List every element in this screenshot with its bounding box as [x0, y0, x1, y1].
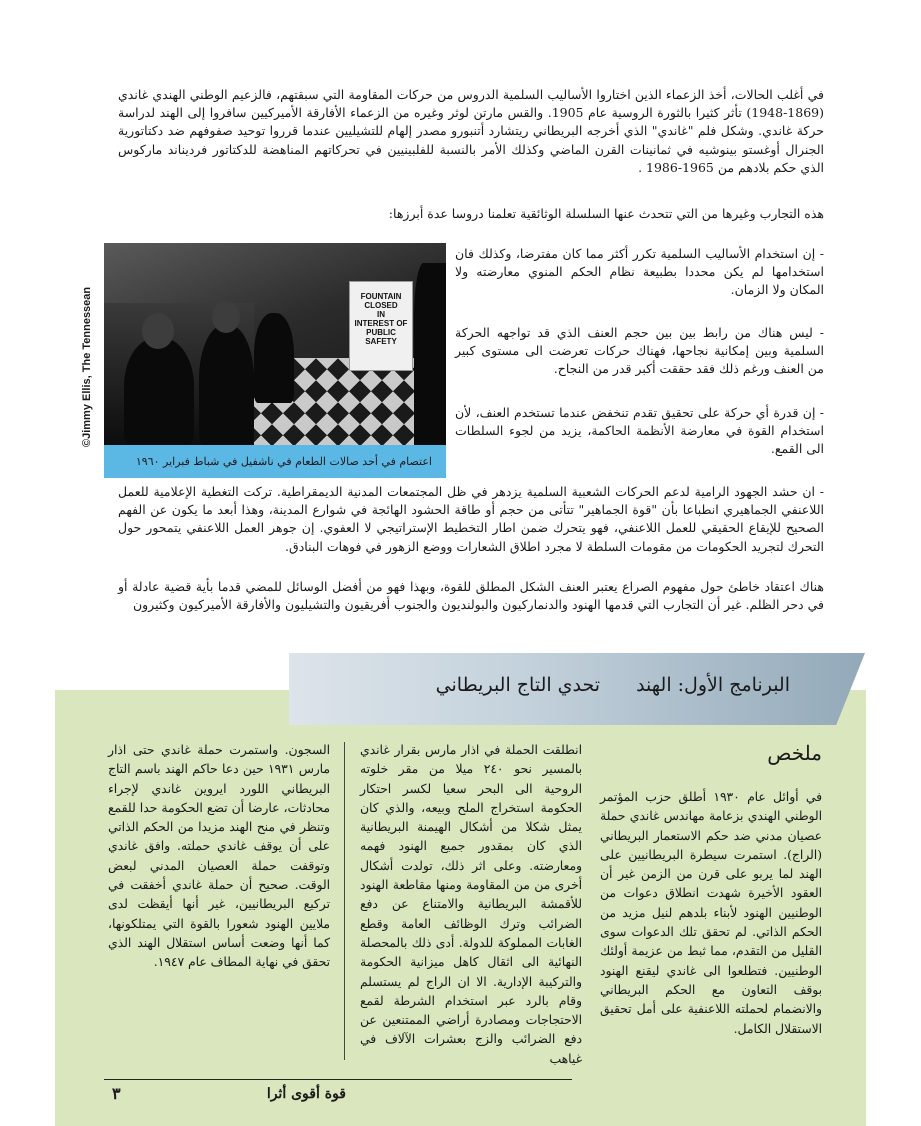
summary-heading: ملخص [767, 741, 822, 765]
lesson-item: - إن قدرة أي حركة على تحقيق تقدم تنخفض عندما تستخدم العنف، لأن استخدام القوة في معارضة الأنظمة الحاكمة، يزيد من لجوء السلطات الى القمع. [455, 405, 824, 457]
photo-credit: ©Jimmy Ellis, The Tennessean [81, 286, 93, 447]
lesson-item: - ليس هناك من رابط بين بين حجم العنف الذي قد تواجهه الحركة السلمية وبين إمكانية نجاحها، فهناك حركات تعرضت الى مستوى كبير من العنف ورغم ذلك فقد حققت أكبر قدر من النجاح. [455, 325, 824, 377]
seated-person [199, 325, 254, 445]
person-head [212, 301, 240, 333]
seated-person [254, 313, 294, 403]
lessons-intro: هذه التجارب وغيرها من التي تتحدث عنها السلسلة الوثائقية تعلمنا دروسا عدة أبرزها: [388, 206, 824, 221]
seated-person [124, 338, 194, 445]
lesson-item: - إن استخدام الأساليب السلمية تكرر أكثر مما كان مفترضا، وكذلك فان استخدامها لم يكن محددا بطبيعة نظام الحكم المنوي معارضته ولا المكان ولا الزمان. [455, 246, 824, 298]
intro-paragraph: في أغلب الحالات، أخذ الزعماء الذين اختاروا الأساليب السلمية الدروس من حركات المقاومة التي سبقتهم، فالزعيم الوطني الهندي غاندي (1869-1948) تأثر كثيرا بالثورة الروسية عام 1905. والقس مارتن لوثر وغيره من الزعماء الأفارقة الأميركيين سافروا إلى الهند لدراسة حركة غاندي. وشكل فلم "غاندي" الذي أخرجه البريطاني ريتشارد أتنبورو مصدر إلهام للتشيليين عندما قرروا توحيد صفوفهم ضد دكتاتورية الجنرال أوغستو بينوشيه في ثمانينات القرن الماضي وكذلك الأمر بالنسبة للفلبينيين في تحركاتهم المناهضة للدكتاتور فرديناند ماركوس الذي حكم بلادهم من 1965-1986 . [118, 87, 824, 175]
sit-in-photo [104, 243, 446, 445]
sit-in-photo-figure [104, 243, 446, 478]
person-head [142, 313, 174, 349]
outcome-text-column: السجون. واستمرت حملة غاندي حتى اذار مارس ١٩٣١ حين دعا حاكم الهند باسم التاج البريطاني اللورد ايروين غاندي لإجراء محادثات، عارضا أن تضع الحكومة حدا للقمع وتنظر في منح الهند مزيدا من الحكم الذاتي على أن يوقف غاندي حملته. وافق غاندي وتوقفت حملة العصيان المدني لبعض الوقت. صحيح أن حملة غاندي أخفقت في تركيع البريطانيين، غير أنها أيقظت لدى ملايين الهنود شعورا بالقوة التي يمتلكونها، كما أنها وضعت أساس استقلال الهند الذي تحقق في نهاية المطاف عام ١٩٤٧. [108, 743, 330, 970]
program-title [300, 667, 790, 703]
summary-text: في أوائل عام ١٩٣٠ أطلق حزب المؤتمر الوطني الهندي بزعامة مهاندس غاندي حملة عصيان مدني ضد حكم الاستعمار البريطاني (الراج). استمرت سيطرة البريطانيين على الهند لما يربو على قرن من الزمن غير أن العقود الأخيرة شهدت انطلاق دعوات من الوطنيين الهنود لأبناء بلدهم لنيل مزيد من الحكم الذاتي. لم تحقق تلك الدعوات سوى القليل من التقدم، مما ثبط من عزيمة أولئك الوطنيين. فتطلعوا الى غاندي ليقنع الهنود بوقف التعاون مع الحكم البريطاني والانضمام لحملته اللاعنفية على أمل تحقيق الاستقلال الكامل. [600, 790, 822, 1036]
lesson-item: - ان حشد الجهود الرامية لدعم الحركات الشعبية السلمية يزدهر في ظل المجتمعات المدنية الديمقراطية. تركت التغطية الإعلامية للعمل اللاعنفي الجماهيري انطباعا بأن "قوة الجماهير" تتأتى من حجم أو طاقة الحشود الهائجة في شوارع المدينة، وهذا أبعد ما يكون عن الفهم الصحيح للإيقاع الحقيقي للعمل اللاعنفي، فهو يتحرك ضمن اطار التخطيط الإستراتيجي لا العفوي. إن جوهر العمل اللاعنفي يتمحور حول التحرك لتجريد الحكومات من مقومات السلطة لا مجرد اطلاق الشعارات ووضع الزهور في فوهات البنادق. [118, 484, 824, 554]
photo-caption: اعتصام في أحد صالات الطعام في ناشفيل في شباط فبراير ١٩٦٠ [104, 445, 446, 478]
fountain-closed-sign [349, 281, 413, 371]
closing-paragraph: هناك اعتقاد خاطئ حول مفهوم الصراع يعتبر العنف الشكل المطلق للقوة، وبهذا فهو من أفضل الوسائل للمضي قدما بأية قضية عادلة أو في دحر الظلم. غير أن التجارب التي قدمها الهنود والدنماركيون والبولنديون والجنوب أفريقيون والتشيليون والأفارقة الأميركيون وكثيرون [118, 579, 824, 613]
footer-title: قوة أقوى أثرا [266, 1086, 346, 1102]
sign-text: FOUNTAIN CLOSED IN INTEREST OF PUBLIC SAFETY [354, 292, 408, 346]
footer-rule [104, 1079, 572, 1080]
page-number: ٣ [112, 1084, 121, 1103]
program-title-part1: البرنامج الأول: الهند [636, 674, 790, 696]
column-divider [344, 742, 345, 1060]
campaign-text-column: انطلقت الحملة في اذار مارس بقرار غاندي بالمسير نحو ٢٤٠ ميلا من مقر خلوته الروحية الى البحر سعيا لكسر احتكار الحكومة استخراج الملح وبيعه، والذي كان يمثل شكلا من أشكال الهيمنة البريطانية الذي كان بمقدور جميع الهنود فهمه ومعارضته. وعلى اثر ذلك، تولدت أشكال أخرى من من المقاومة ومنها مقاطعة الهنود للأقمشة البريطانية والامتناع عن دفع الضرائب وترك الوظائف العامة وقطع الغابات المملوكة للدولة. أدى ذلك بالمحصلة النهائية الى اثقال كاهل ميزانية الحكومة والتركيبة الإدارية. الا ان الراج لم يستسلم وقام بالرد عبر استخدام الشرطة لقمع الاحتجاجات ومصادرة أراضي الممتنعين عن دفع الضرائب والزج بعشرات الآلاف في غياهب [360, 743, 582, 1066]
standing-person [414, 263, 446, 445]
program-title-part2: تحدي التاج البريطاني [435, 674, 601, 696]
